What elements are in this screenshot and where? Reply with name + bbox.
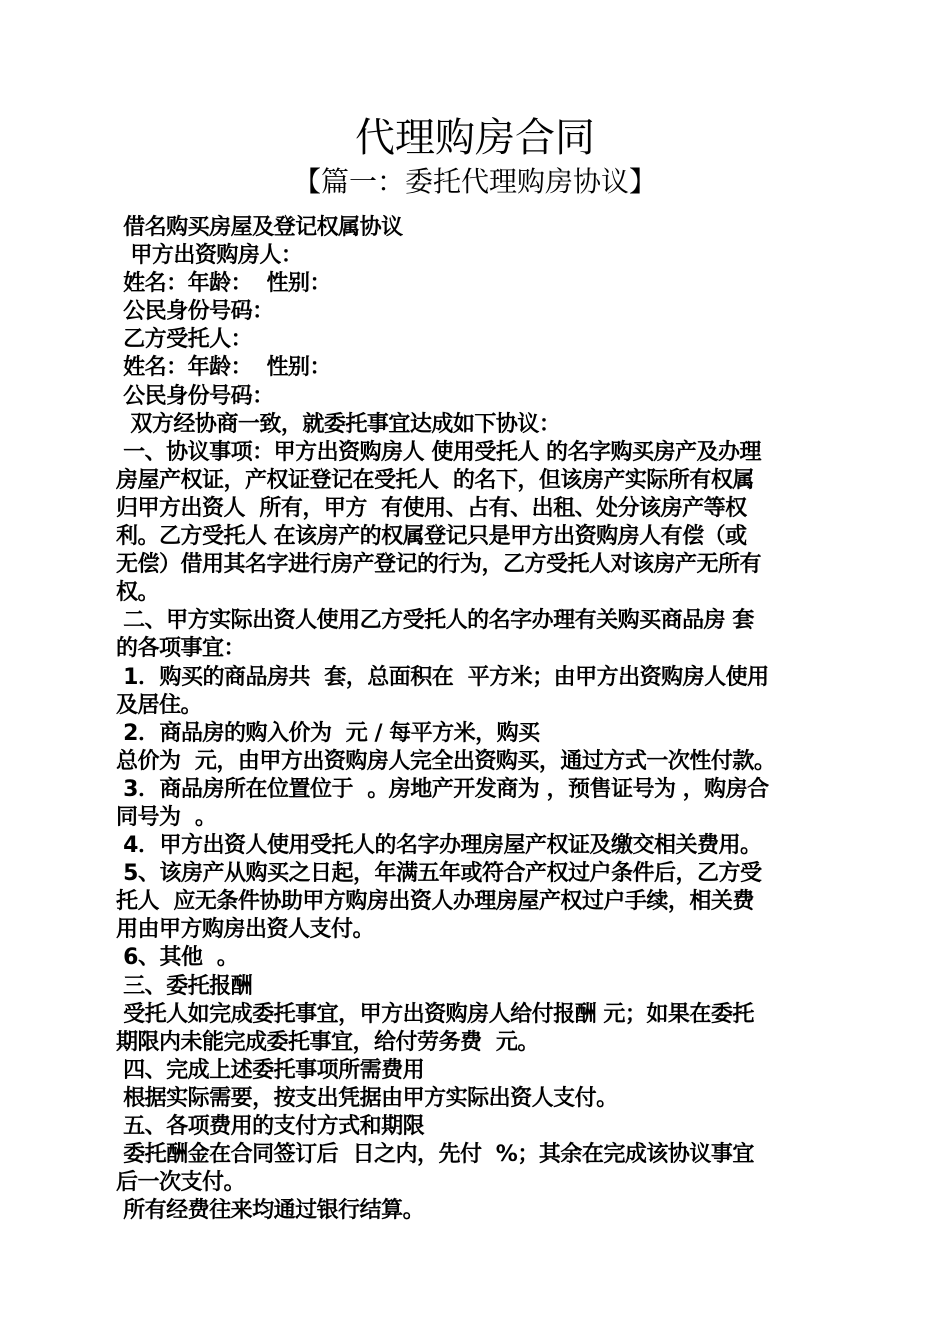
text-line: 三、委托报酬 (116, 973, 253, 999)
text-line: 4．甲方出资人使用受托人的名字办理房屋产权证及缴交相关费用。 (116, 833, 762, 859)
text-line: 受托人如完成委托事宜，甲方出资购房人给付报酬 元；如果在委托 (116, 1001, 754, 1027)
text-line: 及居住。 (116, 692, 203, 718)
text-line: 姓名：年龄： 性别： (116, 355, 331, 381)
text-line: 无偿）借用其名字进行房产登记的行为，乙方受托人对该房产无所有 (116, 552, 762, 578)
text-line: 一、协议事项：甲方出资购房人 使用受托人 的名字购买房产及办理 (116, 439, 761, 465)
text-line: 借名购买房屋及登记权属协议 (116, 215, 403, 240)
text-line: 5、该房产从购买之日起，年满五年或符合产权过户条件后，乙方受 (116, 861, 762, 887)
text-line: 公民身份号码： (116, 383, 274, 409)
document-subtitle: 【篇一：委托代理购房协议】 (292, 165, 657, 198)
text-line: 权。 (116, 580, 160, 606)
text-line: 总价为 元，由甲方出资购房人完全出资购买，通过方式一次性付款。 (116, 748, 776, 774)
document-title: 代理购房合同 (355, 115, 595, 161)
text-line: 五、各项费用的支付方式和期限 (116, 1114, 425, 1139)
text-line: 所有经费往来均通过银行结算。 (116, 1198, 425, 1224)
text-line: 2．商品房的购入价为 元 / 每平方米，购买 (116, 720, 540, 746)
text-line: 房屋产权证，产权证登记在受托人 的名下，但该房产实际所有权属 (116, 467, 754, 493)
text-line: 6、其他 。 (116, 945, 239, 971)
text-line: 同号为 。 (116, 804, 217, 830)
text-line: 二、甲方实际出资人使用乙方受托人的名字办理有关购买商品房 套 (116, 608, 754, 634)
text-line: 期限内未能完成委托事宜，给付劳务费 元。 (116, 1029, 539, 1055)
text-line: 委托酬金在合同签订后 日之内，先付 %；其余在完成该协议事宜 (116, 1142, 754, 1168)
text-line: 根据实际需要，按支出凭据由甲方实际出资人支付。 (116, 1085, 618, 1111)
text-line: 乙方受托人： (116, 327, 253, 353)
text-line: 双方经协商一致，就委托事宜达成如下协议： (116, 411, 561, 437)
text-line: 后一次支付。 (116, 1170, 246, 1196)
text-line: 用由甲方购房出资人支付。 (116, 917, 375, 943)
text-line: 公民身份号码： (116, 299, 274, 325)
text-line: 的各项事宜： (116, 636, 246, 662)
document-body (116, 214, 836, 1225)
text-line: 甲方出资购房人： (116, 243, 303, 269)
text-line: 归甲方出资人 所有，甲方 有使用、占有、出租、处分该房产等权 (116, 495, 747, 521)
text-line: 姓名：年龄： 性别： (116, 271, 331, 297)
text-line: 利。乙方受托人 在该房产的权属登记只是甲方出资购房人有偿（或 (116, 524, 747, 550)
text-line: 四、完成上述委托事项所需费用 (116, 1057, 425, 1083)
text-line: 3．商品房所在位置位于 。房地产开发商为 ，预售证号为 ，购房合 (116, 776, 769, 802)
text-line: 1．购买的商品房共 套，总面积在 平方米；由甲方出资购房人使用 (116, 664, 769, 690)
text-line: 托人 应无条件协助甲方购房出资人办理房屋产权过户手续，相关费 (116, 889, 754, 915)
